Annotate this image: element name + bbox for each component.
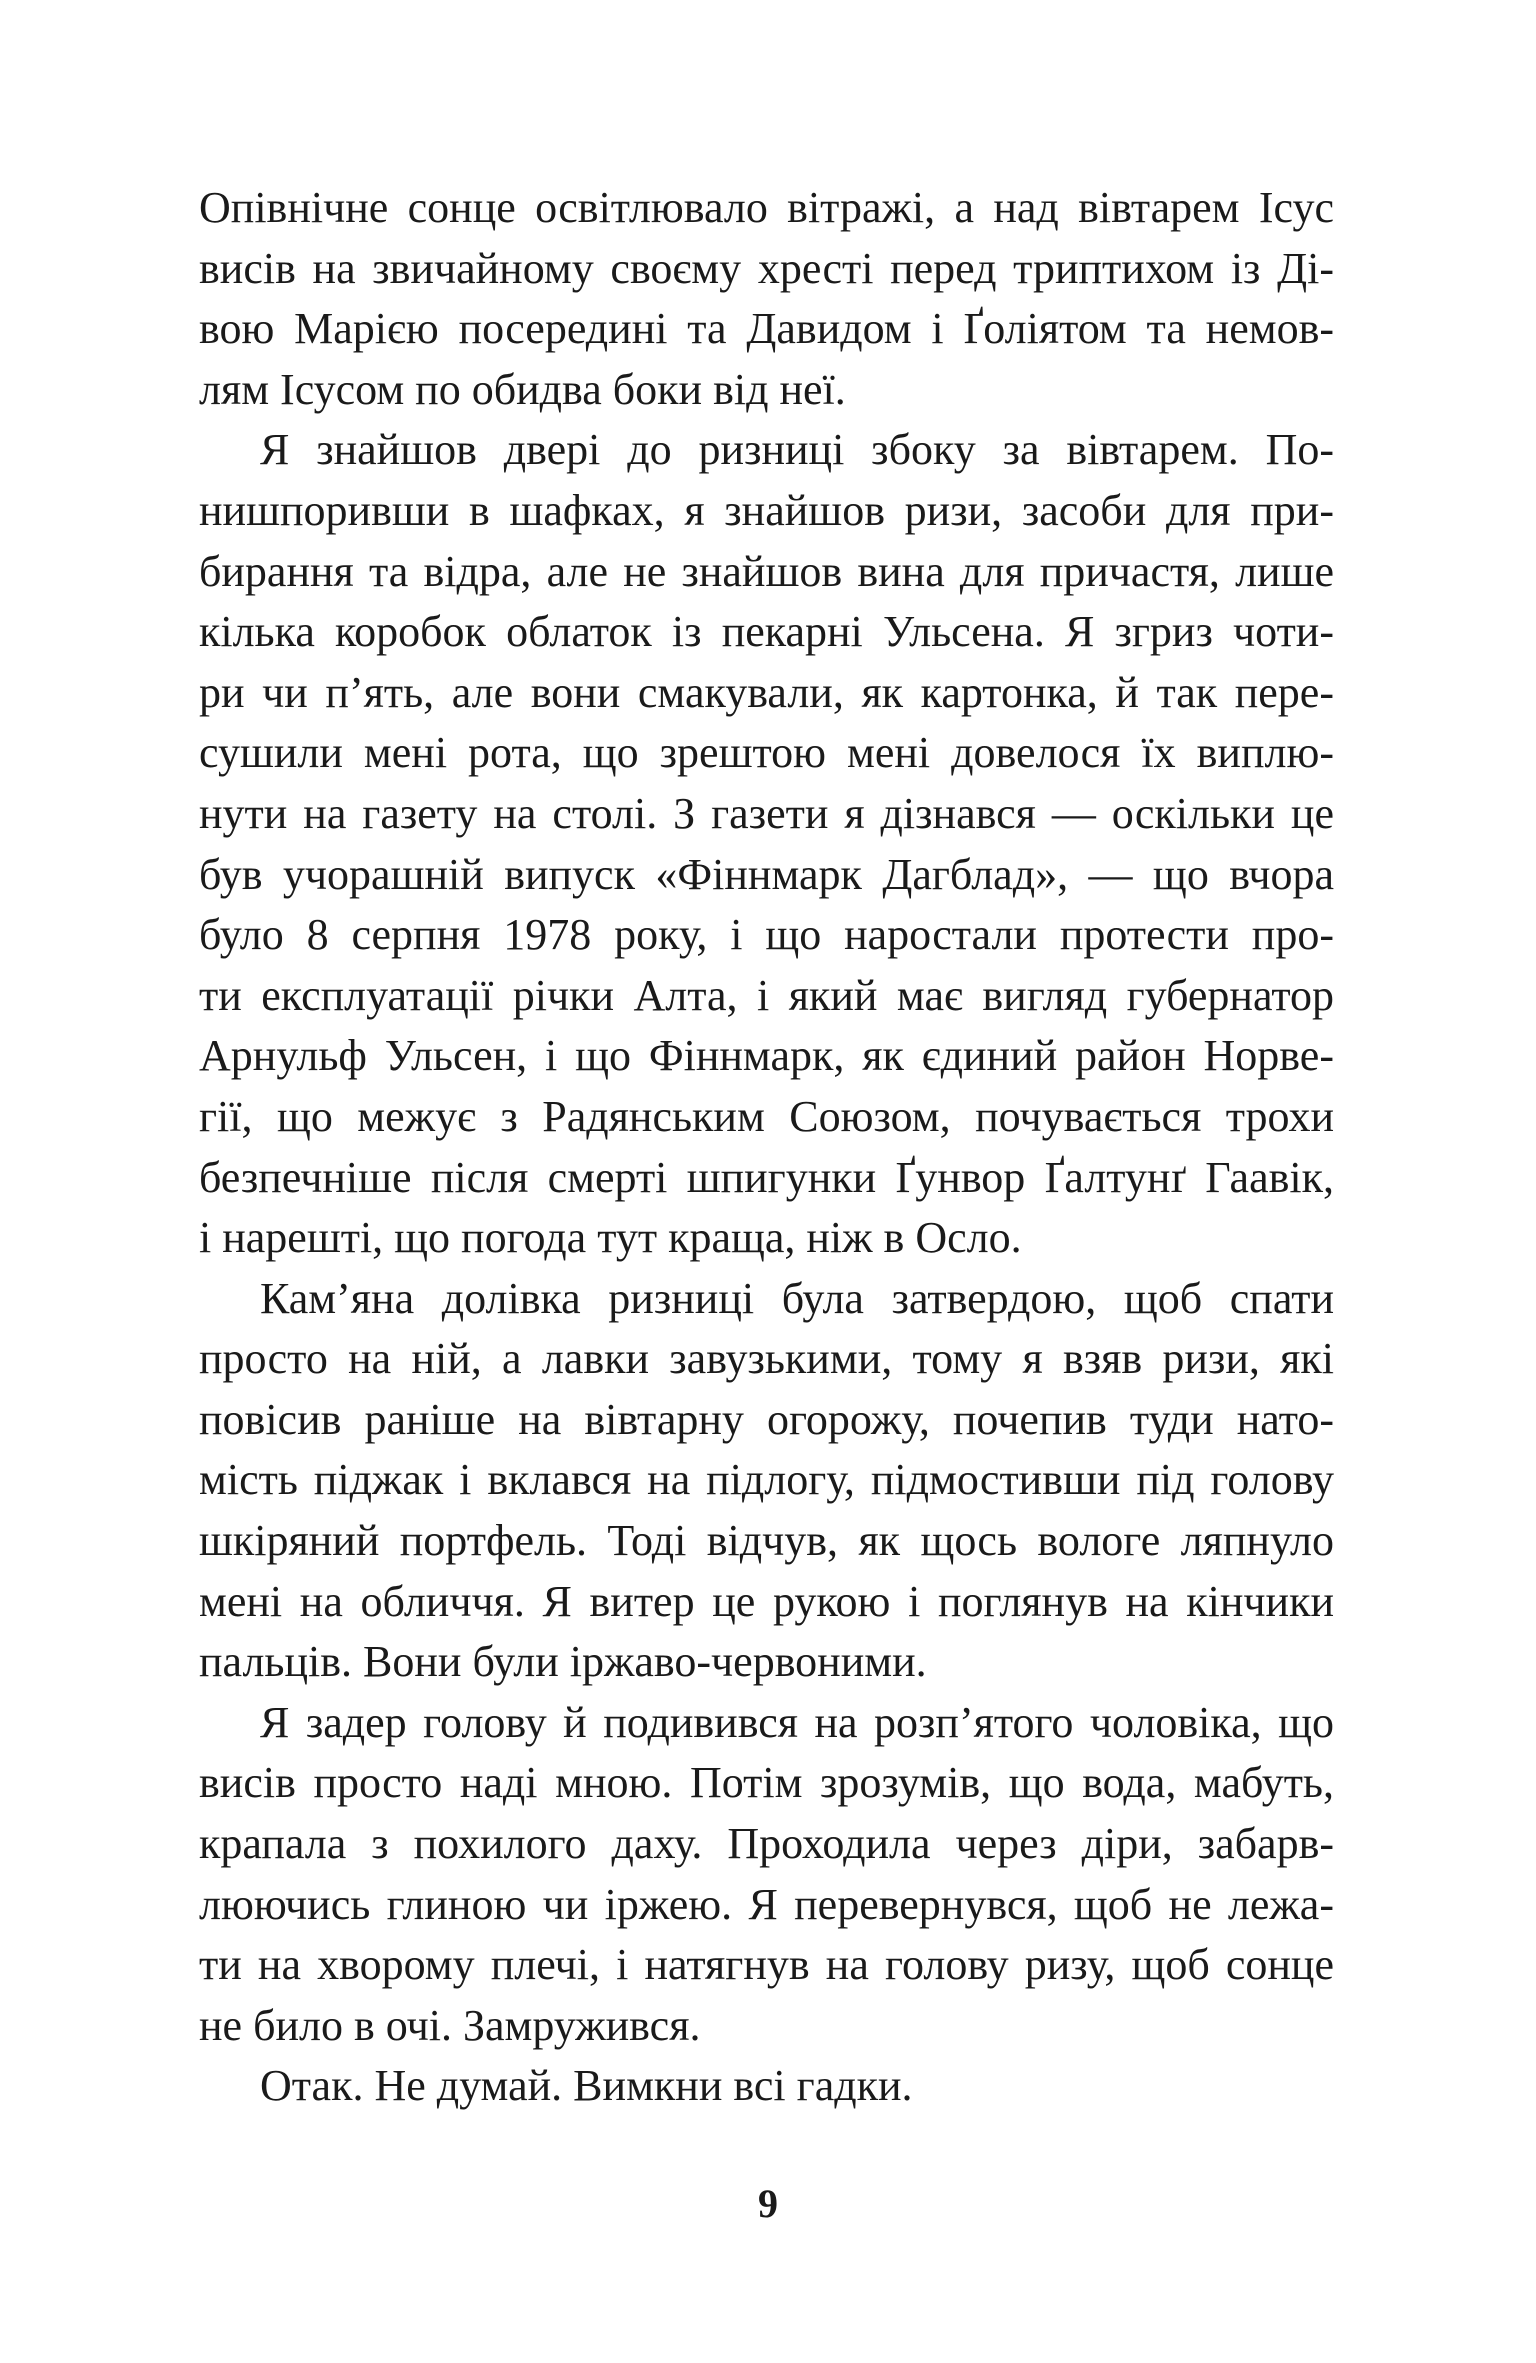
paragraph-line: Я знайшов двері до ризниці збоку за вівтарем. По-: [260, 425, 1334, 475]
paragraph-line: пальців. Вони були іржаво-червоними.: [199, 1637, 927, 1687]
paragraph-line: люючись глиною чи іржею. Я перевернувся, щоб не лежа-: [199, 1879, 1334, 1929]
page-number: 9: [758, 2181, 778, 2226]
paragraph-line: був учорашній випуск «Фіннмарк Дагблад», — що вчора: [199, 849, 1334, 899]
paragraph-line: безпечніше після смерті шпигунки Ґунвор Ґалтунґ Гаавік,: [199, 1152, 1334, 1202]
paragraph-line: ти експлуатації річки Алта, і який має вигляд губернатор: [199, 970, 1334, 1020]
paragraph-line: кілька коробок облаток із пекарні Ульсена. Я згриз чоти-: [199, 607, 1334, 657]
paragraph-line: Отак. Не думай. Вимкни всі гадки.: [260, 2061, 913, 2111]
paragraph-line: сушили мені рота, що зрештою мені довелося їх виплю-: [199, 728, 1334, 778]
paragraph-line: крапала з похилого даху. Проходила через діри, забарв-: [199, 1819, 1334, 1869]
paragraph-line: повісив раніше на вівтарну огорожу, почепив туди нато-: [199, 1394, 1334, 1444]
paragraph-line: просто на ній, а лавки завузькими, тому я взяв ризи, які: [199, 1334, 1334, 1384]
paragraph-line: висів просто наді мною. Потім зрозумів, що вода, мабуть,: [199, 1758, 1334, 1808]
paragraph-line: ти на хворому плечі, і натягнув на голову ризу, щоб сонце: [199, 1940, 1334, 1990]
paragraph-line: Арнульф Ульсен, і що Фіннмарк, як єдиний район Норве-: [199, 1031, 1334, 1081]
paragraph-line: гії, що межує з Радянським Союзом, почувається трохи: [199, 1091, 1334, 1141]
paragraph-line: і нарешті, що погода тут краща, ніж в Осло.: [199, 1213, 1022, 1263]
paragraph-line: мість піджак і вклався на підлогу, підмостивши під голову: [199, 1455, 1334, 1505]
paragraph-line: було 8 серпня 1978 року, і що наростали протести про-: [199, 910, 1334, 960]
paragraph-line: нишпоривши в шафках, я знайшов ризи, засоби для при-: [199, 485, 1334, 535]
paragraph-line: Кам’яна долівка ризниці була затвердою, щоб спати: [260, 1273, 1334, 1323]
paragraph-line: шкіряний портфель. Тоді відчув, як щось вологе ляпнуло: [199, 1516, 1334, 1566]
paragraph-line: висів на звичайному своєму хресті перед триптихом із Ді-: [199, 243, 1334, 293]
paragraph-line: нути на газету на столі. З газети я дізнався — оскільки це: [199, 788, 1334, 838]
paragraph-line: бирання та відра, але не знайшов вина для причастя, лише: [199, 546, 1334, 596]
paragraph-line: Опівнічне сонце освітлювало вітражі, а над вівтарем Ісус: [199, 183, 1334, 232]
paragraph-line: мені на обличчя. Я витер це рукою і поглянув на кінчики: [199, 1576, 1334, 1626]
body-text: [199, 178, 1334, 2117]
paragraph-line: лям Ісусом по обидва боки від неї.: [199, 364, 846, 414]
paragraph-line: Я задер голову й подивився на розп’ятого чоловіка, що: [260, 1697, 1334, 1747]
paragraph-line: ри чи п’ять, але вони смакували, як картонка, й так пере-: [199, 667, 1334, 717]
paragraph-line: не било в очі. Замружився.: [199, 2000, 701, 2050]
paragraph-line: вою Марією посередині та Давидом і Ґоліятом та немов-: [199, 304, 1334, 354]
